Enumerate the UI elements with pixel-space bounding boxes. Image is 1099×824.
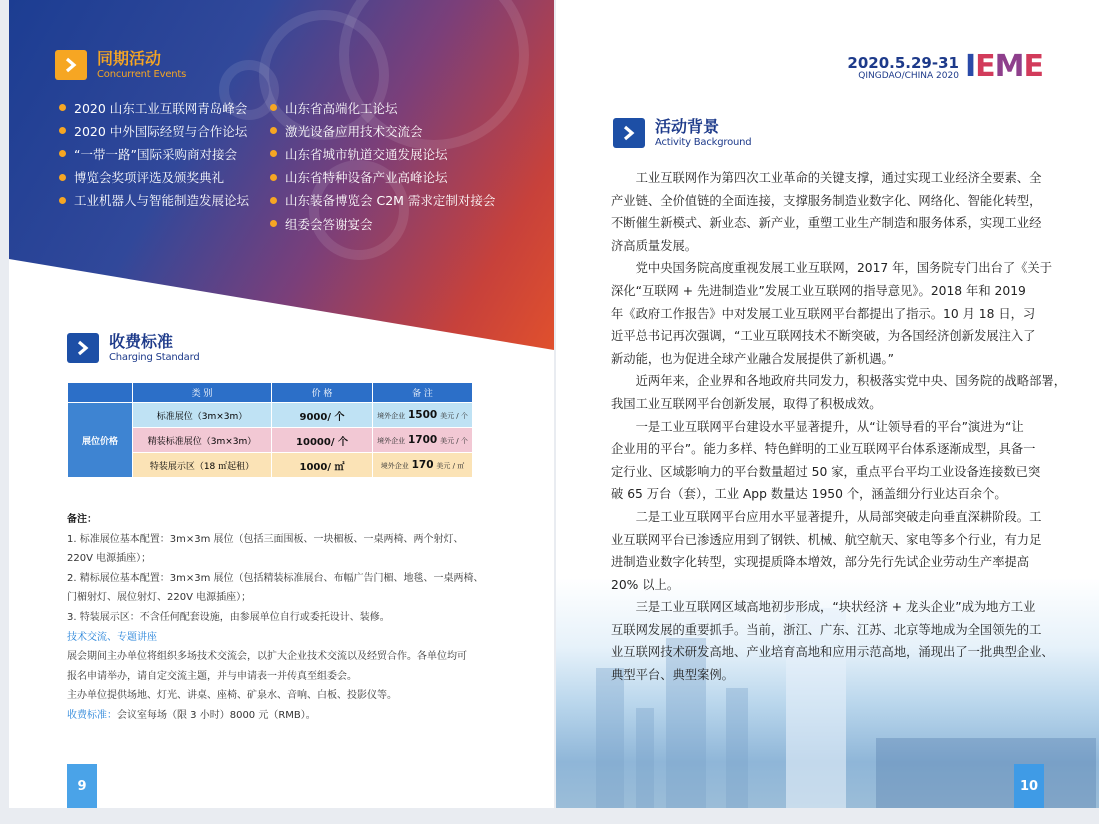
tech-exchange-title: 技术交流、专题讲座: [67, 631, 157, 643]
text-line: 典型平台、典型案例。: [611, 668, 734, 683]
event-location: QINGDAO/CHINA 2020: [858, 71, 959, 81]
fee-line: 收费标准：会议室每场（限 3 小时）8000 元（RMB）。: [67, 709, 316, 721]
table-row: 展位价格 标准展位（3m×3m） 9000/ 个 境外企业 1500 美元 / 个: [68, 403, 473, 428]
list-item: 2020 中外国际经贸与合作论坛: [59, 119, 249, 142]
events-list-col1: [59, 96, 249, 212]
price-table: [67, 382, 473, 478]
text-line: 进制造业数字化转型，实现提质降本增效，部分先行先试企业劳动生产率提高: [611, 555, 1030, 570]
text-line: 三是工业互联网区域高地初步形成，“块状经济 + 龙头企业”成为地方工业: [611, 600, 1036, 615]
list-item: 工业机器人与智能制造发展论坛: [59, 189, 249, 212]
text-line: 近两年来，企业界和各地政府共同发力，积极落实党中央、国务院的战略部署，: [611, 374, 1066, 389]
table-header: 价 格: [272, 383, 373, 403]
text-line: 定行业、区域影响力的平台数量超过 50 家，重点平台平均工业设备连接数已突: [611, 464, 1041, 479]
right-page: [556, 0, 1099, 808]
list-item: 山东装备博览会 C2M 需求定制对接会: [270, 189, 495, 212]
note-line: 220V 电源插座）；: [67, 553, 152, 565]
text-line: 年《政府工作报告》中对发展工业互联网平台都提出了指示。10 月 18 日，习: [611, 306, 1036, 321]
text-line: 深化“互联网 + 先进制造业”发展工业互联网的指导意见》。2018 年和 2019: [611, 283, 1026, 298]
page-number: 9: [67, 764, 97, 808]
list-item: 激光设备应用技术交流会: [270, 119, 495, 142]
text-line: 工业互联网作为第四次工业革命的关键支撑，通过实现工业经济全要素、全: [611, 171, 1042, 185]
text-line: 济高质量发展。: [611, 238, 698, 253]
text-line: 业互联网平台已渗透应用到了钢铁、机械、航空航天、家电等多个行业，有力足: [611, 532, 1042, 547]
text-line: 我国工业互联网平台创新发展，取得了积极成效。: [611, 396, 882, 411]
list-item: 山东省城市轨道交通发展论坛: [270, 142, 495, 165]
list-item: 山东省特种设备产业高峰论坛: [270, 166, 495, 189]
charging-standard-title: 收费标准: [109, 332, 174, 351]
table-header: 类 别: [133, 383, 272, 403]
tech-line: 展会期间主办单位将组织多场技术交流会，以扩大企业技术交流以及经贸合作。各单位均可: [67, 651, 467, 663]
text-line: 一是工业互联网平台建设水平显著提升，从“让领导看的平台”演进为“让: [611, 419, 1024, 434]
list-item: 博览会奖项评选及颁奖典礼: [59, 166, 249, 189]
note-line: 2. 精标展位基本配置：3m×3m 展位（包括精装标准展台、布幅广告门楣、地毯、一桌两椅、: [67, 572, 484, 584]
background-body-text: [611, 167, 1066, 687]
note-line: 3. 特装展示区：不含任何配套设施，由参展单位自行或委托设计、装修。: [67, 611, 390, 623]
notes-block: [67, 510, 507, 726]
text-line: 业互联网技术研发高地、产业培育高地和应用示范高地，涌现出了一批典型企业、: [611, 645, 1054, 660]
text-line: 党中央国务院高度重视发展工业互联网，2017 年，国务院专门出台了《关于: [611, 261, 1053, 276]
note-line: 1. 标准展位基本配置：3m×3m 展位（包括三面围板、一块楣板、一桌两椅、两个射灯、: [67, 533, 464, 545]
notes-title: 备注：: [67, 514, 97, 525]
activity-background-subtitle: Activity Background: [655, 137, 752, 148]
text-line: 二是工业互联网平台应用水平显著提升，从局部突破走向垂直深耕阶段。工: [611, 509, 1042, 524]
activity-background-heading: [613, 118, 751, 149]
activity-background-title: 活动背景: [655, 117, 720, 136]
charging-standard-heading: [67, 333, 199, 364]
tech-line: 主办单位提供场地、灯光、讲桌、座椅、矿泉水、音响、白板、投影仪等。: [67, 690, 397, 702]
concurrent-events-heading: [55, 50, 186, 81]
tech-line: 报名申请举办，请自定交流主题，并与申请表一并传真至组委会。: [67, 670, 357, 682]
table-row: 精装标准展位（3m×3m） 10000/ 个 境外企业 1700 美元 / 个: [68, 428, 473, 453]
chevron-right-icon: [55, 50, 87, 80]
text-line: 企业用的平台”。能力多样、特色鲜明的工业互联网平台体系逐渐成型，具备一: [611, 442, 1036, 457]
event-date: 2020.5.29-31: [847, 54, 959, 72]
text-line: 近平总书记再次强调，“工业互联网技术不断突破，为各国经济创新发展注入了: [611, 329, 1036, 344]
row-header: 展位价格: [68, 403, 133, 478]
charging-standard-subtitle: Charging Standard: [109, 352, 200, 363]
note-line: 门楣射灯、展位射灯、220V 电源插座）；: [67, 592, 252, 604]
page-number: 10: [1014, 764, 1044, 808]
chevron-right-icon: [67, 333, 99, 363]
text-line: 新动能，也为促进全球产业融合发展提供了新机遇。”: [611, 351, 895, 366]
events-list-col2: [270, 96, 495, 235]
list-item: 2020 山东工业互联网青岛峰会: [59, 96, 249, 119]
ieme-logo: IEME: [964, 49, 1043, 84]
concurrent-events-title: 同期活动: [97, 49, 162, 68]
table-header: 备 注: [373, 383, 473, 403]
chevron-right-icon: [613, 118, 645, 148]
text-line: 20% 以上。: [611, 577, 680, 592]
left-page: [9, 0, 554, 808]
text-line: 不断催生新模式、新业态、新产业，重塑工业生产制造和服务体系，实现工业经: [611, 216, 1042, 231]
text-line: 破 65 万台（套），工业 App 数量达 1950 个，涵盖细分行业达百余个。: [611, 487, 1007, 502]
list-item: 山东省高端化工论坛: [270, 96, 495, 119]
text-line: 互联网发展的重要抓手。当前，浙江、广东、江苏、北京等地成为全国领先的工: [611, 622, 1042, 637]
list-item: 组委会答谢宴会: [270, 212, 495, 235]
table-row: 特装展示区（18 ㎡起租） 1000/ ㎡ 境外企业 170 美元 / ㎡: [68, 453, 473, 478]
concurrent-events-subtitle: Concurrent Events: [97, 69, 187, 80]
text-line: 产业链、全价值链的全面连接，支撑服务制造业数字化、网络化、智能化转型，: [611, 193, 1042, 208]
ieme-brand: [847, 49, 1043, 84]
list-item: “一带一路”国际采购商对接会: [59, 142, 249, 165]
